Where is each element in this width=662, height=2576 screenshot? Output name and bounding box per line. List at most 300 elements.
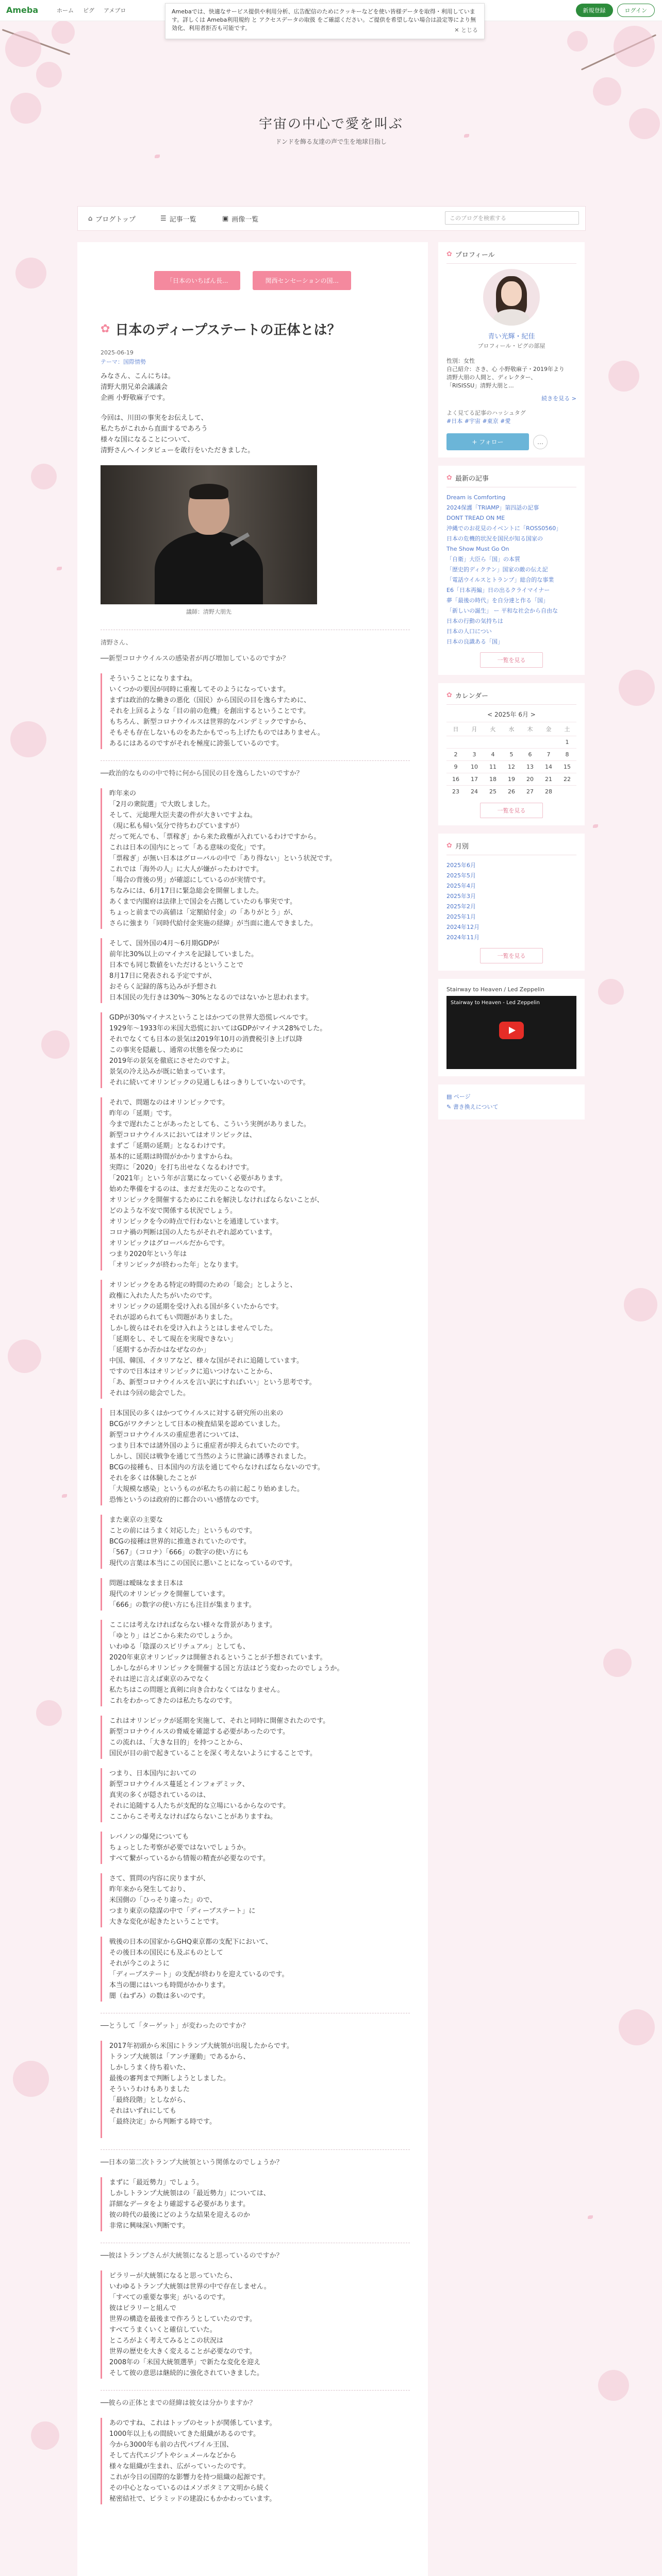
entry-pager <box>77 271 428 290</box>
profile-sub[interactable]: プロフィール・ピグの部屋 <box>477 343 545 349</box>
monthly-archive-list <box>446 860 576 943</box>
weekday-label: 土 <box>558 722 576 736</box>
intro-line: 清野大朋兄弟会議議会 <box>101 383 168 391</box>
answer-line: それを多くは体験したことが <box>109 1475 197 1482</box>
answer-line: つまり東京の陰謀の中で「ディープステート」に <box>109 1907 256 1915</box>
answer-line: この流れは、「大きな目的」を持つことから、 <box>109 1739 247 1747</box>
answer-line: そういうことになりますね。 <box>109 675 197 683</box>
answer-line: しかし彼らはそれを受け入れようとはしませんでした。 <box>109 1325 277 1332</box>
answer-line: 前年比30%以上のマイナスを記録していました。 <box>109 951 258 958</box>
answer-line: しかしながらオリンピックを開催する国と方法はどう変わったのでしょうか。 <box>109 1665 344 1672</box>
question-heading: ──彼らの正体とまでの経緯は彼女は分かりますか？ <box>101 2399 256 2407</box>
answer-line: 昨年来の <box>109 790 137 798</box>
answer-line: 政権に入れた人たちがいたのです。 <box>109 1292 216 1300</box>
answer-line: その後日本の国民にも及ぶものとして <box>109 1949 224 1957</box>
answer-line: 「票稼ぎ」が無い日本はグローバルの中で「あり得ない」という状況です。 <box>109 855 337 862</box>
calendar-day[interactable]: 22 <box>558 773 576 786</box>
answer-line: ですので日本はオリンピックに追いつけないことから、 <box>109 1368 277 1376</box>
weekday-label: 木 <box>521 722 539 736</box>
calendar-day <box>521 736 539 749</box>
calendar-day[interactable]: 13 <box>521 761 539 773</box>
calendar-day[interactable]: 10 <box>465 761 484 773</box>
answer-line: 米国側の「ひっそり違った」ので、 <box>109 1896 217 1904</box>
profile-desc-line: 性別：女性 <box>446 358 475 364</box>
hashtag-link[interactable]: #日本 <box>446 418 463 425</box>
answer-line: 「567」（コロナ）「666」の数字の使い方にも <box>109 1549 249 1556</box>
recent-entry-link[interactable]: 「歴史的ディクテン」国家の敵の伝え記 <box>446 566 548 573</box>
profile-desc-line: 清野大朋の人間と、ディレクター、 <box>446 374 537 381</box>
question-heading: ──とうして「ターゲット」が変わったのですか？ <box>101 2022 250 2030</box>
answer-paragraph <box>101 938 410 1003</box>
monthly-title <box>446 841 576 855</box>
month-archive-link[interactable]: 2025年3月 <box>446 893 476 900</box>
answer-paragraph <box>101 1832 410 1864</box>
answer-paragraph <box>101 1280 410 1399</box>
recent-entry-link[interactable]: Dream is Comforting <box>446 494 506 501</box>
intro-line: 今回は、川田の事実をお伝えして、 <box>101 414 208 422</box>
calendar-day[interactable]: 7 <box>539 749 558 761</box>
answer-line: 新型コロナウイルス蔓延とインフォデミック、 <box>109 1781 249 1788</box>
calendar-day[interactable]: 4 <box>484 749 502 761</box>
answer-line: まずは政治的な働きの悪化（国民）から国民の目を逸らすために、 <box>109 697 311 704</box>
answer-line: いわゆるトランプ大統領は世界の中で存在しません。 <box>109 2283 271 2291</box>
answer-line: そもそも存在しないものをあたかもでっち上げたものではありません。 <box>109 729 324 737</box>
calendar-day <box>558 786 576 798</box>
follow-row <box>446 433 576 450</box>
answer-paragraph <box>101 2270 410 2379</box>
answer-line: 戦後の日本の国家からGHQ東京都の支配下において、 <box>109 1938 272 1946</box>
blog-search-input[interactable]: このブログを検索する <box>445 211 579 225</box>
intro-line: 清野さんへインタビューを敢行をいただきました。 <box>101 447 255 454</box>
calendar-day <box>484 736 502 749</box>
entry-title <box>101 319 410 338</box>
weekday-label: 水 <box>502 722 521 736</box>
nav-ameblo-link[interactable]: アメブロ <box>104 7 126 14</box>
recent-entry-link[interactable]: 沖縄でのお花見のイベントに「ROSS0560」 <box>446 525 562 532</box>
answer-line: そして古代エジプトやシュメールなどから <box>109 2452 237 2460</box>
month-archive-link[interactable]: 2025年4月 <box>446 883 476 889</box>
video-label: Stairway to Heaven - Led Zeppelin <box>451 1000 540 1006</box>
answer-line: 「オリンピックが終わった年」となります。 <box>109 1261 243 1269</box>
sakura-icon: ✿ <box>446 250 452 258</box>
sakura-icon: ✿ <box>446 474 452 482</box>
answer-line: 私たちはこの問題と真剣に向き合わなくてはなりません。 <box>109 1686 284 1694</box>
profile-description <box>446 357 576 390</box>
main-column <box>77 242 428 2576</box>
recent-entry-link[interactable]: 「自衛」大臣ら「国」の本質 <box>446 556 520 563</box>
avatar[interactable] <box>483 269 540 326</box>
see-all-months-button[interactable]: 一覧を見る <box>480 948 543 963</box>
answer-line: 大きな変化が起きたということです。 <box>109 1918 223 1926</box>
answer-line: 新型コロナウイルスの脅威を確認する必要があったのです。 <box>109 1728 290 1736</box>
answer-paragraph <box>101 2418 410 2504</box>
section-divider <box>101 2390 410 2391</box>
answer-line: ちょっと前までの高値は「定額給付金」の「ありがとう」が、 <box>109 909 297 917</box>
answer-paragraph <box>101 2177 410 2231</box>
calendar-day <box>539 736 558 749</box>
list-icon: ☰ <box>160 215 167 223</box>
month-archive-link[interactable]: 2025年2月 <box>446 903 476 910</box>
next-entry-button[interactable]: 関西センセーションの国... <box>253 271 351 290</box>
blog-description: ドンドを飾る友達の声で生を地球目指し <box>275 138 387 145</box>
question-heading: ──政治的なものの中で特に何から国民の目を逸らしたいのですか？ <box>101 770 303 777</box>
answer-line: これをわかってきたのは私たちなのです。 <box>109 1697 236 1705</box>
nav-entry-list[interactable] <box>160 214 196 224</box>
recent-entry-link[interactable]: 日本の人口につい <box>446 628 492 635</box>
sakura-icon: ✿ <box>101 323 110 335</box>
answer-line: それが今このように <box>109 1960 170 1968</box>
recent-entry-list <box>446 493 576 647</box>
calendar-month-nav[interactable]: < 2025年 6月 > <box>487 711 536 718</box>
answer-line: 日本でも同じ数値をいただけるということで <box>109 961 244 969</box>
nav-entry-list-label: 記事一覧 <box>169 216 196 224</box>
recent-entry-link[interactable]: 「電話ウイルスとトランプ」総合的な事業 <box>446 577 554 583</box>
answer-line: 秘密結社で、ピラミッドの建設にもかかわっています。 <box>109 2495 276 2503</box>
calendar-day[interactable]: 24 <box>465 786 484 798</box>
answer-paragraph <box>101 1012 410 1088</box>
ameba-logo[interactable]: Ameba <box>6 5 39 15</box>
calendar-day[interactable]: 3 <box>465 749 484 761</box>
answer-line: また東京の主要な <box>109 1516 163 1524</box>
question-heading: ──日本の第二次トランプ大統領という関係なのでしょうか？ <box>101 2159 283 2166</box>
answer-line: 8月17日に発表される予定ですが、 <box>109 972 216 980</box>
answer-line: 非常に興味深い判断です。 <box>109 2222 189 2230</box>
login-button[interactable]: ログイン <box>617 4 655 17</box>
calendar-day[interactable]: 8 <box>558 749 576 761</box>
sidebar-bottom-links <box>438 1084 585 1120</box>
cookie-notice-close-button[interactable]: ✕ とじる <box>454 27 478 33</box>
page-link[interactable] <box>446 1092 576 1102</box>
weekday-label: 月 <box>465 722 484 736</box>
answer-line: まずに「最近勢力」でしょう。 <box>109 2179 204 2187</box>
month-archive-link[interactable]: 2025年1月 <box>446 913 476 920</box>
recent-entry-link[interactable]: 日本の危機的状況を国民が知る国家の <box>446 535 543 542</box>
calendar-day[interactable]: 2 <box>446 749 465 761</box>
answer-line: つまり、日本国内においての <box>109 1770 197 1777</box>
answer-line: ところがよく考えてみるとこの状況は <box>109 2337 224 2345</box>
speaker-photo <box>101 465 317 604</box>
weekday-label: 金 <box>539 722 558 736</box>
answer-line: さらに強まり「同時代給付金実施の経緯」が当面に進んできました。 <box>109 920 318 927</box>
calendar-day[interactable]: 6 <box>521 749 539 761</box>
page-link-label: ページ <box>453 1093 471 1100</box>
calendar-day[interactable]: 9 <box>446 761 465 773</box>
answer-line: 「場合の背後の男」が確認にしているのが実情です。 <box>109 876 270 884</box>
entry-date: 2025-06-19 <box>101 349 134 356</box>
answer-line: その中心となっているのはメソポタミア文明から続く <box>109 2484 270 2492</box>
answer-line: BCGの接種も、日本国内の方法を通じてやらなければならないのです。 <box>109 1464 324 1471</box>
answer-line: 問題は曖昧なまま日本は <box>109 1580 184 1587</box>
answer-paragraph <box>101 673 410 749</box>
answer-line: 彼はピラリーと組んで <box>109 2304 177 2312</box>
entry-intro <box>101 371 410 403</box>
recent-entries-box <box>438 466 585 675</box>
answer-line: オリンピックをある特定の時間のための「総会」としようと、 <box>109 1281 297 1289</box>
answer-line: 最後の審判まで判断しようとしました。 <box>109 2075 230 2082</box>
recent-entry-link[interactable]: 日本の良識ある「国」 <box>446 638 503 645</box>
month-archive-link[interactable]: 2024年12月 <box>446 924 479 930</box>
answer-line: あのですね、これはトップのセットが関係しています。 <box>109 2419 276 2427</box>
answer-line: 新型コロナウイルスの重症患者については、 <box>109 1431 243 1439</box>
answer-line: つまり2020年という年は <box>109 1250 187 1258</box>
answer-line: おそらく記録的落ち込みが予想され <box>109 983 217 991</box>
month-archive-link[interactable]: 2025年5月 <box>446 872 476 879</box>
recent-entries-title <box>446 473 576 487</box>
answer-line: それを上回るような「目の前の危機」を創出するということです。 <box>109 707 310 715</box>
calendar-title <box>446 690 576 705</box>
photo-caption: 議師：清野大朋先 <box>186 608 231 615</box>
answer-line: （現に私も帰い気分で待ちわびていますが） <box>109 822 244 830</box>
answer-line: 国民が目の前で起きていることを深く考えないようにすることです。 <box>109 1750 317 1757</box>
calendar-day[interactable]: 12 <box>502 761 521 773</box>
answer-line: そして、国外国の4月〜6月期GDPが <box>109 940 220 947</box>
answer-line: しかしうまく待ち着いた、 <box>109 2064 190 2072</box>
answer-line: 実際に「2020」を打ち出せなくなるわけです。 <box>109 1164 254 1172</box>
play-icon[interactable] <box>499 1022 524 1039</box>
answer-line: BCGがワクチンとして日本の検査結果を認めていました。 <box>109 1420 285 1428</box>
answer-line: これが今日の国際的な影響力を持つ組織の起源です。 <box>109 2473 270 2481</box>
month-archive-link[interactable]: 2024年11月 <box>446 934 479 941</box>
recent-entry-link[interactable]: 夢「最後の時代」を自分達と作る「国」 <box>446 597 549 604</box>
calendar-day <box>502 736 521 749</box>
calendar-table <box>446 722 576 798</box>
profile-box <box>438 242 585 457</box>
blog-title[interactable]: 宇宙の中心で愛を叫ぶ <box>258 116 403 132</box>
nav-home-link[interactable]: ホーム <box>57 7 74 14</box>
answer-line: 世界の構造を最後まで作ろうとしていたのです。 <box>109 2315 256 2323</box>
answer-line: オリンピックの延期を受け入れる国が多くいたからです。 <box>109 1303 283 1311</box>
intro-line: 様々な国になることについて、 <box>101 436 194 444</box>
calendar-day[interactable]: 21 <box>539 773 558 786</box>
calendar-day[interactable]: 5 <box>502 749 521 761</box>
prev-entry-button[interactable]: 「日本のいちばん長... <box>154 271 240 290</box>
calendar-day[interactable]: 11 <box>484 761 502 773</box>
profile-name[interactable]: 青い光輝・紀佳 <box>488 333 535 341</box>
answer-paragraph <box>101 1937 410 2002</box>
answer-line: 始めた準備をするのは、まだまだ先のことなのです。 <box>109 1185 270 1193</box>
answer-line: だって死んでも、「票稼ぎ」から来た政権が入れているわけですから。 <box>109 833 321 841</box>
answer-line: それで、問題なのはオリンピックです。 <box>109 1099 229 1107</box>
home-icon: ⌂ <box>88 215 93 223</box>
answer-line: この事実を隠蔽し、通常の状態を保つために <box>109 1046 244 1054</box>
answer-line: 2017年初頭から米国にトランプ大統領が出現したからです。 <box>109 2042 293 2050</box>
blog-header <box>0 21 662 196</box>
rewrite-link-label: 書き換えについて <box>453 1104 499 1110</box>
answer-line: 新型コロナウイルスにおいてはオリンピックは、 <box>109 1131 256 1139</box>
answer-line: 2020年東京オリンピックは開催されるということが予想されています。 <box>109 1654 327 1662</box>
answer-line: これは日本の国内にとって「ある意味の変化」です。 <box>109 844 270 852</box>
calendar-day[interactable]: 26 <box>502 786 521 798</box>
answer-line: 1929年〜1933年の米国大恐慌においてはGDPがマイナス28%でした。 <box>109 1025 327 1032</box>
answer-line: 1000年以上もの間続いてきた組織があるのです。 <box>109 2430 260 2438</box>
pencil-icon: ✎ <box>446 1104 452 1110</box>
sakura-icon: ✿ <box>446 842 452 850</box>
answer-paragraph <box>101 1716 410 1759</box>
entry-meta <box>101 348 146 367</box>
answer-line: これはオリンピックが延期を実施して、それと同時に開催されたのです。 <box>109 1717 330 1725</box>
answer-line: まずご「延期の延期」となるわけです。 <box>109 1142 229 1150</box>
calendar-box <box>438 683 585 825</box>
calendar-title-text: カレンダー <box>455 692 489 700</box>
answer-line: 本当の闇にはいつも時間がかかります。 <box>109 1981 229 1989</box>
answer-line: ここからこそ考えなければならないことがありますね。 <box>109 1813 277 1821</box>
calendar-day[interactable]: 16 <box>446 773 465 786</box>
answer-paragraph <box>101 788 410 929</box>
nav-pigg-link[interactable]: ピグ <box>83 7 94 14</box>
calendar-day <box>446 736 465 749</box>
answer-line: 基本的に延期は時間がかかりますからね。 <box>109 1153 237 1161</box>
entry-sections <box>101 630 410 2504</box>
see-all-entries-button[interactable]: 一覧を見る <box>480 652 543 668</box>
answer-line: レバノンの爆発についても <box>109 1833 189 1841</box>
answer-line: それはいずれにしても <box>109 2107 177 2115</box>
answer-line: そういうわけもありました <box>109 2086 190 2093</box>
answer-paragraph <box>101 1620 410 1706</box>
hashtag-link[interactable]: #東京 <box>482 418 499 425</box>
recent-entry-link[interactable]: 「新しいの誕生」 ー 平和な社会から自由な <box>446 607 558 614</box>
youtube-embed[interactable] <box>446 996 576 1069</box>
section-divider <box>101 2149 410 2150</box>
answer-line: 今まで遅れたことがあったとしても、こういう実例がありました。 <box>109 1121 310 1128</box>
recent-entry-link[interactable]: DONT TREAD ON ME <box>446 515 505 521</box>
video-title: Stairway to Heaven / Led Zeppelin <box>446 986 544 993</box>
nav-image-list-label: 画像一覧 <box>231 216 259 224</box>
entry-theme-link[interactable]: テーマ：国際情勢 <box>101 359 146 365</box>
answer-line: ちょっとした考察が必要ではないでしょうか。 <box>109 1844 251 1852</box>
answer-line: さて、質問の内容に戻りますが、 <box>109 1875 210 1883</box>
answer-line: BCGの接種は世界的に推進されていたのです。 <box>109 1538 251 1546</box>
monthly-archive-box <box>438 834 585 971</box>
calendar-day <box>465 736 484 749</box>
nav-blog-top-label: ブログトップ <box>95 216 136 224</box>
image-icon: ▣ <box>222 215 229 223</box>
answer-line: そして彼の意思は継続的に強化されていきました。 <box>109 2369 264 2377</box>
calendar-day[interactable]: 1 <box>558 736 576 749</box>
answer-line: 様々な組織が生まれ、広がっていったのです。 <box>109 2463 250 2470</box>
answer-line: あるにはあるのですがそれを極度に誇張しているのです。 <box>109 740 283 748</box>
question-heading: ──新型コロナウイルスの感染者が再び増加しているのですか？ <box>101 655 289 663</box>
calendar-day[interactable]: 20 <box>521 773 539 786</box>
blog-nav-bar <box>77 206 586 231</box>
answer-paragraph <box>101 1768 410 1822</box>
more-options-icon[interactable]: … <box>533 435 548 449</box>
profile-desc-line: 「RISISSU」清野大朋と... <box>446 382 514 389</box>
ameba-account-actions <box>576 4 655 17</box>
calendar-day[interactable]: 23 <box>446 786 465 798</box>
video-box <box>438 979 585 1076</box>
recent-entry-link[interactable]: E6「日本再編」日の出るクライマイナー <box>446 587 550 594</box>
section-divider <box>101 760 410 761</box>
answer-line: しかしトランプ大統領はの「最近勢力」については、 <box>109 2190 270 2197</box>
answer-line: 恐怖というのは政府的に都合のいい感情なのです。 <box>109 1496 263 1504</box>
answer-line: 「延期するか否かはなぜなのか」 <box>109 1346 210 1354</box>
see-all-calendar-button[interactable]: 一覧を見る <box>480 803 543 818</box>
question-heading: ──彼はトランプさんが大統領になると思っているのですか？ <box>101 2252 283 2260</box>
profile-title <box>446 249 576 264</box>
nav-blog-top[interactable] <box>88 214 136 224</box>
intro-line: 企画 小野敬麻子です。 <box>101 394 170 402</box>
answer-paragraph <box>101 1515 410 1569</box>
cookie-notice <box>165 3 485 39</box>
sidebar <box>438 242 585 1128</box>
hashtag-heading: よく見てる記事のハッシュタグ <box>446 410 526 416</box>
answer-paragraph <box>101 1097 410 1270</box>
answer-line: コロナ禍の判断は国の人たちがそれぞれ認めています。 <box>109 1229 276 1236</box>
calendar-day[interactable]: 28 <box>539 786 558 798</box>
answer-line: いくつかの要因が同時に重複してそのようになっています。 <box>109 686 290 693</box>
entry-title-text: 日本のディープステートの正体とは？ <box>115 323 341 338</box>
month-archive-link[interactable]: 2025年6月 <box>446 862 476 869</box>
answer-line: いわゆる「陰謀のスピリチュアル」としても、 <box>109 1643 250 1651</box>
answer-line: トランプ大統領は「アンチ運動」であるから、 <box>109 2053 250 2061</box>
calendar-day[interactable]: 19 <box>502 773 521 786</box>
entry-intro-2 <box>101 413 410 456</box>
monthly-title-text: 月別 <box>455 843 469 851</box>
weekday-label: 日 <box>446 722 465 736</box>
answer-line: しかし、国民は戦争を通じて当然のように世論に誘導されました。 <box>109 1453 311 1461</box>
hashtag-link[interactable]: #宇宙 <box>464 418 481 425</box>
answer-line: それに追随する人たちが支配的な立場にいるからなのです。 <box>109 1802 290 1810</box>
calendar-day[interactable]: 14 <box>539 761 558 773</box>
answer-line: それに続いてオリンピックの見通しもはっきりしていないのです。 <box>109 1079 310 1087</box>
answer-line: 「666」の数字の使い方にも注目が集まります。 <box>109 1601 256 1609</box>
profile-title-text: プロフィール <box>455 251 495 259</box>
answer-line: 「2021年」という年が言葉になっていく必要があります。 <box>109 1175 287 1182</box>
ameba-nav <box>57 6 126 14</box>
answer-line: 景気の冷え込みが既に始まっています。 <box>109 1068 229 1076</box>
answer-line: 真実の多くが隠されているのは、 <box>109 1791 210 1799</box>
answer-line: もちろん、新型コロナウイルスは世界的なパンデミックですから、 <box>109 718 310 726</box>
recent-entry-link[interactable]: The Show Must Go On <box>446 546 509 552</box>
calendar-day[interactable]: 25 <box>484 786 502 798</box>
answer-line: そして、元総理大臣夫妻の件が大きいですよね。 <box>109 811 257 819</box>
intro-line: みなさん、こんにちは。 <box>101 372 175 380</box>
answer-line: 昨年来から発生しており、 <box>109 1886 190 1893</box>
answer-line: それが認められてもい問題がありました。 <box>109 1314 237 1321</box>
answer-line: 「大規模な感染」というものが私たちの前に起こり始めました。 <box>109 1485 304 1493</box>
speaker-label: 清野さん、 <box>101 639 132 646</box>
rewrite-link[interactable] <box>446 1102 576 1112</box>
answer-line: 昨年の「延期」です。 <box>109 1110 176 1117</box>
answer-line: 闇（ねずみ）の数は多いのです。 <box>109 1992 209 2000</box>
answer-line: 彼の時代の最後にどのような結果を迎えるのか <box>109 2211 251 2219</box>
answer-paragraph <box>101 2041 410 2138</box>
answer-line: オリンピックはグローバルだからです。 <box>109 1240 229 1247</box>
profile-more-link[interactable]: 続きを見る > <box>541 395 576 402</box>
profile-desc-line: 自己紹介：さき、心 小野敬麻子・2019年より <box>446 366 565 372</box>
recent-entry-link[interactable]: 日本の行動の気持ちは <box>446 618 503 624</box>
nav-image-list[interactable] <box>222 214 258 224</box>
answer-line: 「すべての重要な事実」がいるのです。 <box>109 2294 229 2301</box>
signup-button[interactable]: 新規登録 <box>576 4 613 17</box>
cookie-notice-text: Amebaでは、快適なサービス提供や利用分析、広告配信のためにクッキーなどを使い皆様データを取得・利用しています。詳しくは Ameba利用規約 と アクセスデータの取扱 をご確認ください。ご提供を希望しない場合は設定等により無効化、利用者拒否も可能です。 <box>172 8 476 31</box>
calendar-day[interactable]: 17 <box>465 773 484 786</box>
answer-line: 「最終決定」から判断する時です。 <box>109 2118 216 2126</box>
calendar-day[interactable]: 15 <box>558 761 576 773</box>
follow-button[interactable]: + フォロー <box>446 433 529 450</box>
answer-line: すべてうまくいくと確信していた。 <box>109 2326 217 2334</box>
answer-line: GDPが30%マイナスということはかつての世界大恐慌レベルです。 <box>109 1014 312 1022</box>
answer-line <box>109 2127 410 2138</box>
calendar-day[interactable]: 18 <box>484 773 502 786</box>
intro-line: 私たちがこれから直面するであろう <box>101 425 208 433</box>
hashtag-link[interactable]: #愛 <box>500 418 511 425</box>
recent-entry-link[interactable]: 2024保護「TRIAMP」第四話の記事 <box>446 504 539 511</box>
weekday-label: 火 <box>484 722 502 736</box>
calendar-day[interactable]: 27 <box>521 786 539 798</box>
answer-line: ちなみには、6月17日に緊急総会を開催しました。 <box>109 887 263 895</box>
answer-paragraph <box>101 1578 410 1611</box>
